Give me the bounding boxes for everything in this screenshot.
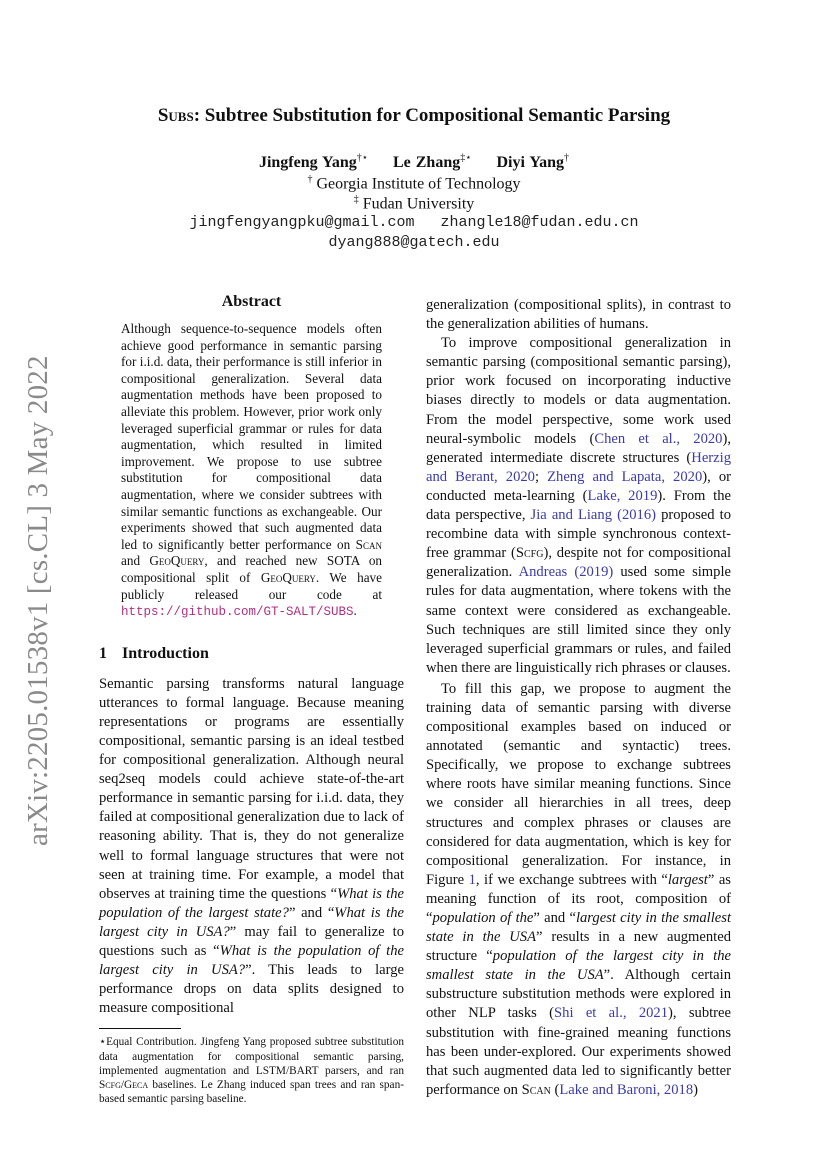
title-prefix: Subs — [157, 105, 194, 126]
text-run: ), despite not for compositional generalization. — [426, 545, 732, 581]
abstract-text: Although sequence-to-sequence models often achieve good performance in semantic parsing for i.i.d. data, their performance is still inferior in compositional generalization. Several data augmentation methods have been proposed to alleviate this problem. However, prior work only leveraged superficial grammar or rules for data augmentation, which resulted in limited improvement. We propose to use subtree substitution for compositional data augmentation, where we consider subtrees with similar semantic functions as exchangeable. Our experiments showed that such augmented data led to significantly better performance on — [121, 321, 382, 552]
method-name: Scfg — [515, 545, 544, 562]
abstract-text: . — [353, 603, 357, 619]
email: zhangle18@fudan.edu.cn — [440, 214, 639, 231]
text-run: generalization (compositional splits), in contrast to the generalization abilities of humans. — [426, 297, 731, 333]
section-title: Introduction — [122, 644, 209, 662]
affiliation — [0, 174, 828, 193]
text-run: To fill this gap, we propose to augment the training data of semantic parsing with diverse compositional examples based on induced or annotated (semantic and syntactic) trees. Specifically, we propose to exchange subtrees where roots have similar meaning functions. Since we consider all hierarchies in all trees, deep structures and complex phrases or clauses are considered for data augmentation, which is key for compositional generalization. For instance, in Figure — [426, 680, 731, 888]
author — [259, 154, 368, 171]
example-question: What is the largest city in USA? — [99, 904, 404, 940]
text-run: ( — [550, 1081, 560, 1098]
title-rest: : Subtree Substitution for Compositional Semantic Parsing — [193, 105, 671, 126]
figure-ref-link[interactable]: 1 — [468, 871, 476, 888]
text-run: , if we exchange subtrees with “ — [475, 871, 668, 888]
citation-link[interactable]: Lake and Baroni, 2018 — [559, 1081, 694, 1098]
section-number: 1 — [99, 644, 107, 662]
right-column — [426, 296, 731, 1100]
text-run: ), generated intermediate discrete structures ( — [426, 430, 731, 466]
text-run: ”. Although certain substructure substitution methods were explored in other NLP tasks ( — [426, 967, 731, 1022]
abstract-body — [121, 321, 382, 621]
footnote-mark: ⋆ — [99, 1036, 107, 1049]
footnote-text: baselines. Le Zhang induced span trees and ran span-based semantic parsing baseline. — [99, 1078, 404, 1106]
example-phrase: population of the largest city in the smallest state in the USA — [426, 948, 731, 984]
affiliation-mark: † — [307, 174, 313, 185]
code-link[interactable]: https://github.com/GT-SALT/SUBS — [121, 605, 354, 620]
affiliation-name: Georgia Institute of Technology — [316, 175, 521, 193]
author — [497, 154, 570, 171]
citation-link[interactable]: Shi et al., 2021 — [554, 1005, 669, 1022]
author-mark: ‡⋆ — [460, 153, 472, 164]
text-run: used some simple rules for data augmentation, where tokens with the same context were considered as exchangeable. Such techniques are still limited since they only leveraged superficial grammars or rules, and failed when there are linguistically rich phrases or clauses. — [426, 564, 731, 676]
footnote-text: Equal Contribution. Jingfeng Yang proposed subtree substitution data augmentation for compositional semantic parsing, implemented augmentation and LSTM/BART parsers, and ran — [99, 1036, 404, 1077]
text-run: ), subtree substitution with fine-grained meaning functions has been under-explored. Our experiments showed that such augmented data led to significantly better performance on — [426, 1005, 731, 1098]
example-phrase: population of the — [432, 910, 534, 926]
abstract-text: and — [121, 553, 150, 569]
text-run: ), or conducted meta-learning ( — [426, 468, 731, 504]
text-run: ” and “ — [533, 910, 576, 926]
text-run: ” and “ — [288, 904, 335, 921]
example-phrase: largest — [667, 871, 708, 888]
text-run: ). From the data perspective, — [426, 487, 731, 524]
citation-link[interactable]: Zheng and Lapata, 2020 — [547, 468, 703, 485]
paragraph — [426, 296, 731, 334]
footnote-rule — [99, 1028, 181, 1029]
author — [393, 154, 472, 171]
abstract-heading: Abstract — [221, 293, 282, 310]
left-column — [99, 293, 404, 1106]
citation-link[interactable]: (2019) — [574, 564, 614, 581]
dataset-name: Scan — [355, 536, 382, 552]
abstract-text: , and reached new SOTA on compositional split of — [121, 553, 383, 585]
text-run: proposed to recombine data with simple synchronous context-free grammar ( — [426, 507, 732, 562]
author-list — [0, 153, 828, 172]
example-question: What is the population of the largest state? — [99, 885, 404, 921]
method-name: Scfg — [99, 1078, 121, 1091]
example-question: What is the population of the largest city in USA? — [99, 943, 404, 979]
text-run: ; — [534, 468, 548, 485]
email-row — [0, 234, 828, 251]
text-run: Semantic parsing transforms natural language utterances to formal language. Because meaning representations or programs are essentially compositional, semantic parsing is an ideal testbed for compositional generalization. Although neural seq2seq models could achieve state-of-the-art performance in semantic parsing for i.i.d. data, they failed at compositional generalization due to lack of reasoning ability. That is, they do not generalize well to formal language structures that were not seen at training time. For example, a model that observes at training time the questions “ — [99, 675, 404, 902]
footnote — [99, 1035, 404, 1106]
paragraph — [426, 334, 731, 678]
paragraph — [426, 680, 731, 1100]
section-heading — [99, 645, 404, 663]
affiliation-mark: ‡ — [353, 194, 359, 205]
email-row — [0, 214, 828, 231]
example-phrase: largest city in the smallest state in the USA — [426, 910, 731, 946]
citation-link[interactable]: Jia and Liang — [530, 507, 613, 524]
dataset-name: GeoQuery — [260, 569, 316, 585]
text-run: To improve compositional generalization in semantic parsing (compositional semantic parsing), prior work focused on incorporating inductive biases directly to models or data augmentation. From the model perspective, some work used neural-symbolic models ( — [426, 335, 731, 447]
abstract-text: . We have publicly released our code at — [121, 569, 382, 602]
arxiv-identifier: arXiv:2205.01538v1 [cs.CL] 3 May 2022 — [22, 355, 54, 846]
text-run: ) — [693, 1081, 698, 1098]
paragraph — [99, 675, 404, 1019]
author-mark: † — [564, 153, 570, 164]
author-mark: †⋆ — [356, 153, 368, 164]
author-name: Jingfeng Yang — [258, 154, 357, 172]
footnote-text: / — [120, 1078, 124, 1091]
email: jingfengyangpku@gmail.com — [189, 214, 415, 231]
affiliation — [0, 194, 828, 213]
dataset-name: Scan — [521, 1081, 551, 1098]
citation-link[interactable]: Lake, 2019 — [587, 487, 658, 504]
citation-link[interactable]: Chen et al., 2020 — [594, 430, 723, 447]
text-run: ” results in a new augmented structure “ — [426, 929, 731, 965]
text-run: ” may fail to generalize to questions such as “ — [99, 923, 405, 959]
citation-link[interactable]: Andreas — [518, 564, 568, 581]
citation-link[interactable]: Herzig and Berant, 2020 — [426, 449, 731, 485]
author-name: Le Zhang — [392, 154, 461, 172]
text-run: ” as meaning function of its root, composition of “ — [426, 871, 731, 926]
citation-link[interactable]: (2016) — [617, 507, 657, 524]
author-name: Diyi Yang — [496, 154, 565, 172]
paper-title — [0, 105, 828, 127]
dataset-name: GeoQuery — [149, 553, 205, 569]
method-name: Geca — [124, 1078, 149, 1091]
email: dyang888@gatech.edu — [328, 234, 500, 251]
text-run: ”. This leads to large performance drops on data splits designed to measure compositional — [99, 962, 405, 1017]
affiliation-name: Fudan University — [362, 195, 475, 213]
